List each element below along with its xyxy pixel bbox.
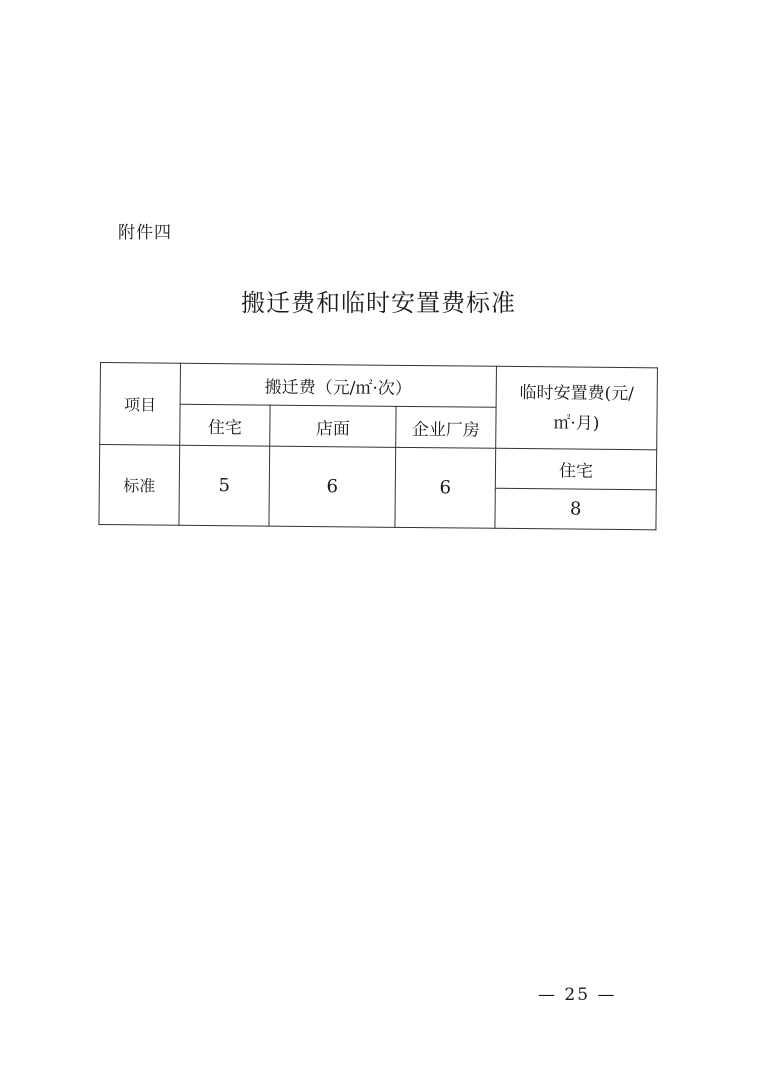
resettlement-header-line1: 临时安置费(元/: [519, 382, 635, 404]
value-storefront: 6: [269, 446, 396, 527]
attachment-label: 附件四: [118, 223, 172, 243]
item-header-cell: 项目: [100, 363, 181, 446]
value-residential: 5: [179, 445, 270, 526]
resettlement-header-line2: ㎡·月): [553, 412, 600, 434]
resettlement-sub-header: 住宅: [495, 448, 656, 490]
column-header-factory: 企业厂房: [396, 406, 496, 448]
resettlement-value: 8: [495, 488, 656, 530]
column-header-residential: 住宅: [180, 404, 270, 446]
row-label-standard: 标准: [99, 445, 180, 526]
fee-standard-table: [98, 362, 658, 530]
value-factory: 6: [395, 447, 496, 528]
resettlement-fee-header: [496, 366, 658, 450]
page-title: 搬迁费和临时安置费标准: [241, 289, 516, 317]
column-header-storefront: 店面: [270, 405, 396, 447]
page-number: — 25 —: [538, 985, 617, 1005]
relocation-fee-header: 搬迁费（元/㎡·次）: [180, 363, 496, 407]
